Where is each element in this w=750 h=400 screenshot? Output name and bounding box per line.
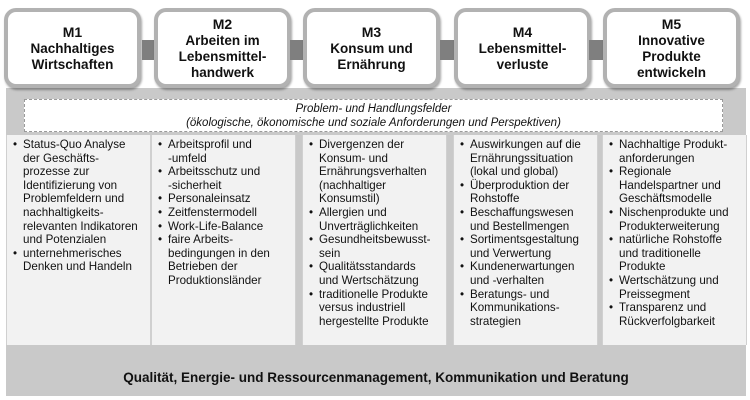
module-code: M1	[62, 23, 83, 40]
column-m4	[453, 135, 598, 345]
bullet-list	[156, 138, 291, 288]
list-item: • Gesundheitsbewusst- sein	[319, 233, 442, 260]
list-item: • Personaleinsatz	[168, 192, 291, 206]
problem-fields-title: Problem- und Handlungsfelder	[295, 103, 452, 115]
bullet-list	[11, 138, 146, 274]
list-item: • faire Arbeits- bedingungen in den Betrieben der Produktionsländer	[168, 233, 291, 287]
module-m3	[303, 8, 440, 88]
module-title: Lebensmittel- verluste	[478, 40, 567, 72]
list-item: • Allergien und Unverträglichkeiten	[319, 206, 442, 233]
module-title: Konsum und Ernährung	[330, 40, 413, 72]
list-item: • traditionelle Produkte versus industriell hergestellte Produkte	[319, 288, 442, 329]
list-item: • unternehmerisches Denken und Handeln	[23, 247, 146, 274]
module-title: Arbeiten im Lebensmittel- handwerk	[178, 32, 267, 80]
column-m1	[6, 135, 151, 345]
module-code: M5	[661, 15, 682, 32]
topic-columns	[0, 135, 750, 347]
bullet-list	[307, 138, 442, 328]
problem-fields-box	[24, 99, 723, 132]
module-code: M3	[361, 23, 382, 40]
list-item: • Transparenz und Rückverfolgbarkeit	[619, 301, 742, 328]
module-row	[0, 0, 750, 100]
list-item: • Kundenerwartungen und -verhalten	[470, 260, 593, 287]
list-item: • Regionale Handelspartner und Geschäftsmodelle	[619, 165, 742, 206]
module-title: Nachhaltiges Wirtschaften	[30, 40, 115, 72]
column-m2	[151, 135, 296, 345]
list-item: • Zeitfenstermodell	[168, 206, 291, 220]
module-title: Innovative Produkte entwickeln	[636, 32, 707, 80]
footer-banner: Qualität, Energie- und Ressourcenmanagement, Kommunikation und Beratung	[123, 369, 629, 385]
module-code: M2	[212, 15, 233, 32]
module-m1	[4, 8, 141, 88]
list-item: • Auswirkungen auf die Ernährungssituation (lokal und global)	[470, 138, 593, 179]
list-item: • Beschaffungswesen und Bestellmengen	[470, 206, 593, 233]
list-item: • Wertschätzung und Preissegment	[619, 274, 742, 301]
module-m4	[454, 8, 591, 88]
problem-fields-subtitle: (ökologische, ökonomische und soziale Anforderungen und Perspektiven)	[186, 117, 561, 129]
module-m2	[154, 8, 291, 88]
column-m3	[302, 135, 447, 345]
list-item: • Nischenprodukte und Produkterweiterung	[619, 206, 742, 233]
list-item: • Sortimentsgestaltung und Verwertung	[470, 233, 593, 260]
list-item: • Work-Life-Balance	[168, 220, 291, 234]
list-item: • Status-Quo Analyse der Geschäfts- prozesse zur Identifizierung von Problemfeldern und nachhaltigkeits- relevanten Indikatoren und Potenzialen	[23, 138, 146, 247]
list-item: • Arbeitsschutz und -sicherheit	[168, 165, 291, 192]
bullet-list	[458, 138, 593, 328]
list-item: • natürliche Rohstoffe und traditionelle Produkte	[619, 233, 742, 274]
list-item: • Divergenzen der Konsum- und Ernährungsverhalten (nachhaltiger Konsumstil)	[319, 138, 442, 206]
column-m5	[602, 135, 747, 345]
list-item: • Arbeitsprofil und -umfeld	[168, 138, 291, 165]
module-code: M4	[512, 23, 533, 40]
list-item: • Nachhaltige Produkt- anforderungen	[619, 138, 742, 165]
list-item: • Überproduktion der Rohstoffe	[470, 179, 593, 206]
module-m5	[603, 8, 740, 88]
bullet-list	[607, 138, 742, 328]
list-item: • Qualitätsstandards und Wertschätzung	[319, 260, 442, 287]
list-item: • Beratungs- und Kommunikations- strategien	[470, 288, 593, 329]
